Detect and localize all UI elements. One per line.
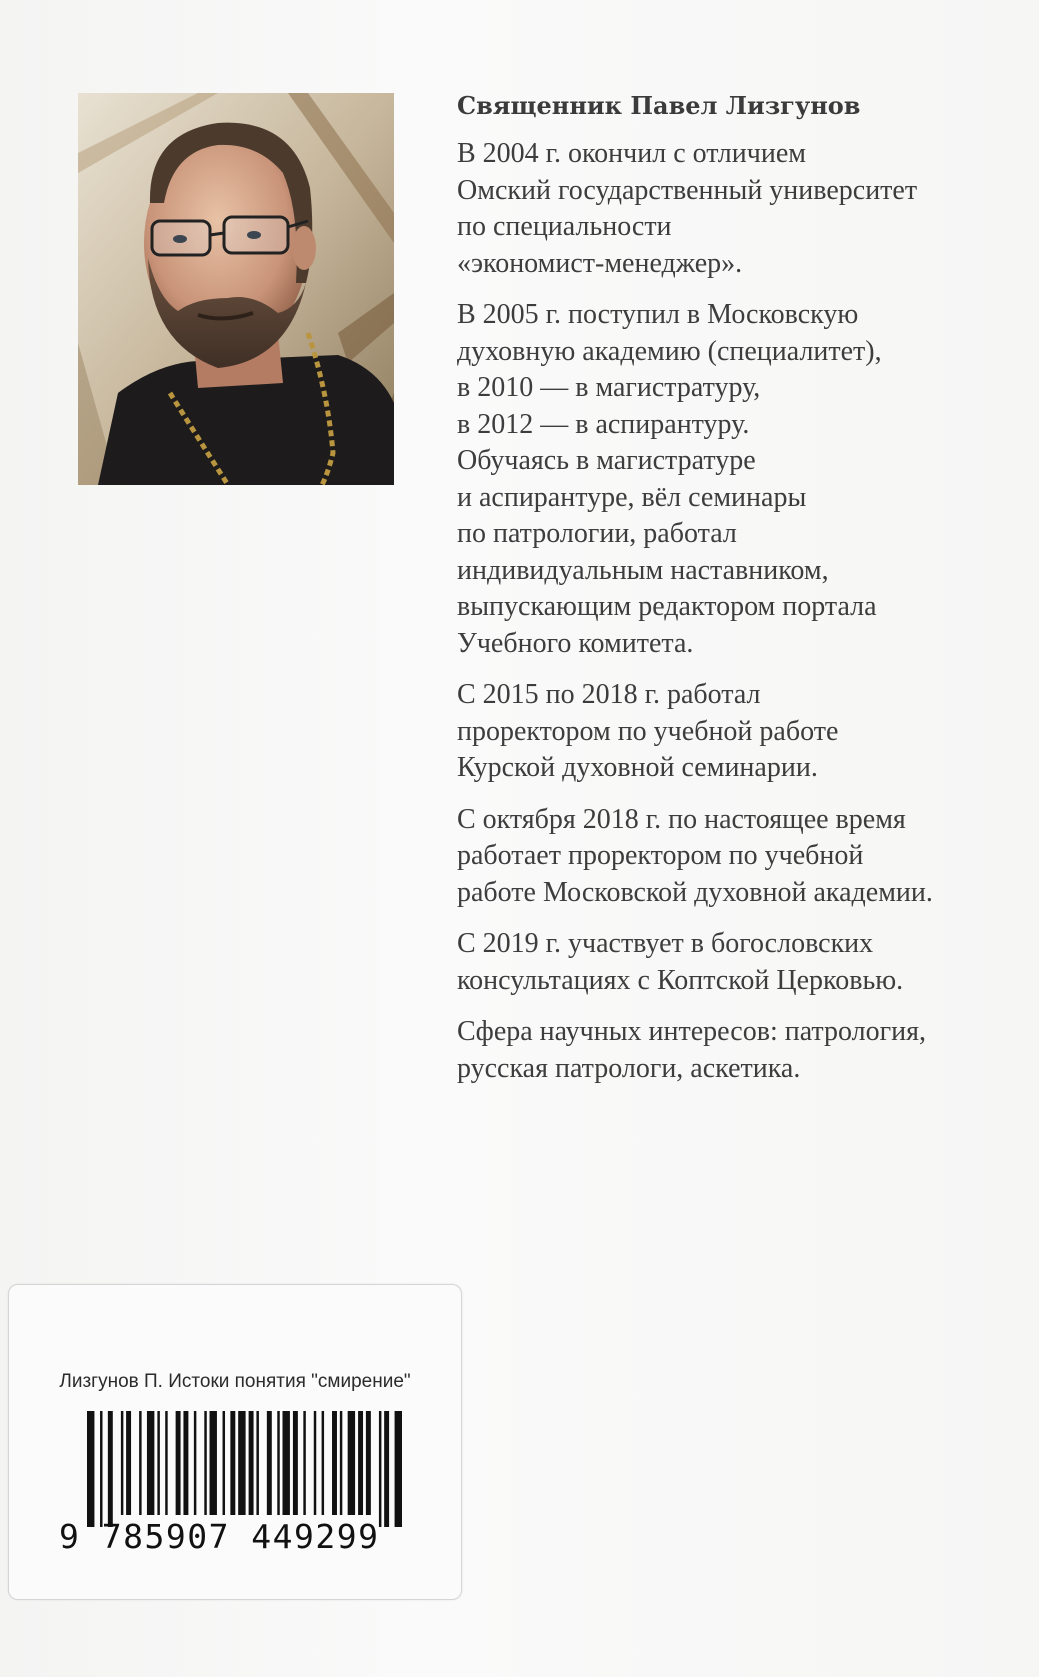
bio-line: духовную академию (специалитет), (457, 335, 882, 367)
bio-line: Сфера научных интересов: патрология, (457, 1016, 926, 1047)
barcode-bar (303, 1411, 305, 1515)
bio-line: работает проректором по учебной (457, 840, 864, 871)
bio-line: по специальности (457, 211, 672, 242)
bio-line: выпускающим редактором портала (457, 591, 877, 622)
barcode-bar (139, 1411, 141, 1515)
barcode-bar (366, 1411, 371, 1515)
barcode-bar (277, 1411, 279, 1515)
bio-line: и аспирантуре, вёл семинары (457, 481, 807, 513)
barcode-bar (267, 1411, 272, 1515)
bio-line: В 2005 г. поступил в Московскую (457, 299, 859, 330)
barcode-bar (379, 1411, 381, 1527)
barcode-bar (183, 1411, 188, 1515)
barcode-bar (100, 1411, 102, 1527)
barcode-bars (87, 1411, 405, 1527)
bio-paragraph-interests (457, 1014, 1017, 1087)
barcode-bar (322, 1411, 324, 1515)
bio-line: Учебного комитета. (457, 627, 694, 659)
bio-line: индивидуальным наставником, (457, 554, 829, 586)
barcode-bar (121, 1411, 123, 1515)
bio-paragraph-kursk (457, 677, 1017, 787)
bio-line: С 2019 г. участвует в богословских (457, 928, 874, 959)
author-name: Священник Павел Лизгунов (457, 91, 861, 120)
bio-line: Омский государственный университет (457, 174, 918, 206)
barcode-bar (332, 1411, 337, 1515)
barcode-bar (348, 1411, 355, 1515)
bio-line: проректором по учебной работе (457, 715, 839, 747)
bio-line: консультациях с Коптской Церковью. (457, 964, 904, 996)
barcode-bar (256, 1411, 258, 1515)
isbn-digits: 9 785907 449299 (59, 1517, 380, 1556)
barcode-bar (358, 1411, 363, 1515)
barcode-bar (108, 1411, 113, 1527)
bio-line: по патрологии, работал (457, 518, 737, 549)
barcode-bar (87, 1411, 94, 1527)
barcode-bar (282, 1411, 289, 1515)
barcode-bar (147, 1411, 154, 1515)
barcode-bar (194, 1411, 196, 1515)
barcode-sticker (8, 1284, 462, 1600)
bio-line: работе Московской духовной академии. (457, 876, 933, 908)
bio-line: В 2004 г. окончил с отличием (457, 138, 806, 169)
bio-line: Обучаясь в магистратуре (457, 445, 756, 476)
bio-paragraph-education (457, 136, 1017, 282)
bio-line: «экономист-менеджер». (457, 247, 743, 279)
bio-line: Курской духовной семинарии. (457, 752, 818, 783)
barcode-bar (223, 1411, 225, 1515)
bio-line: С 2015 по 2018 г. работал (457, 679, 761, 710)
bio-line: в 2010 — в магистратуру, (457, 372, 761, 403)
author-portrait-image (78, 93, 394, 485)
barcode-bar (314, 1411, 316, 1515)
barcode-bar (293, 1411, 298, 1515)
bio-line: С октября 2018 г. по настоящее время (457, 803, 906, 835)
bio-line: в 2012 — в аспирантуру. (457, 408, 750, 440)
author-bio (457, 88, 1017, 1102)
barcode-bar (165, 1411, 167, 1515)
bio-paragraph-academy (457, 297, 1017, 662)
barcode-bar (340, 1411, 342, 1515)
sticker-title: Лизгунов П. Истоки понятия "смирение" (59, 1371, 411, 1392)
barcode-bar (176, 1411, 181, 1515)
barcode-bar (238, 1411, 245, 1515)
barcode-bar (157, 1411, 159, 1515)
bio-line: русская патрологи, аскетика. (457, 1052, 801, 1084)
barcode-bar (384, 1411, 389, 1527)
bio-paragraph-moscow (457, 802, 1017, 912)
author-photo (78, 93, 394, 485)
barcode-bar (126, 1411, 131, 1515)
barcode-bar (249, 1411, 254, 1515)
barcode-bar (395, 1411, 402, 1527)
barcode-bar (230, 1411, 235, 1515)
bio-paragraph-coptic (457, 926, 1017, 999)
barcode-bar (210, 1411, 217, 1515)
barcode-bar (204, 1411, 206, 1515)
